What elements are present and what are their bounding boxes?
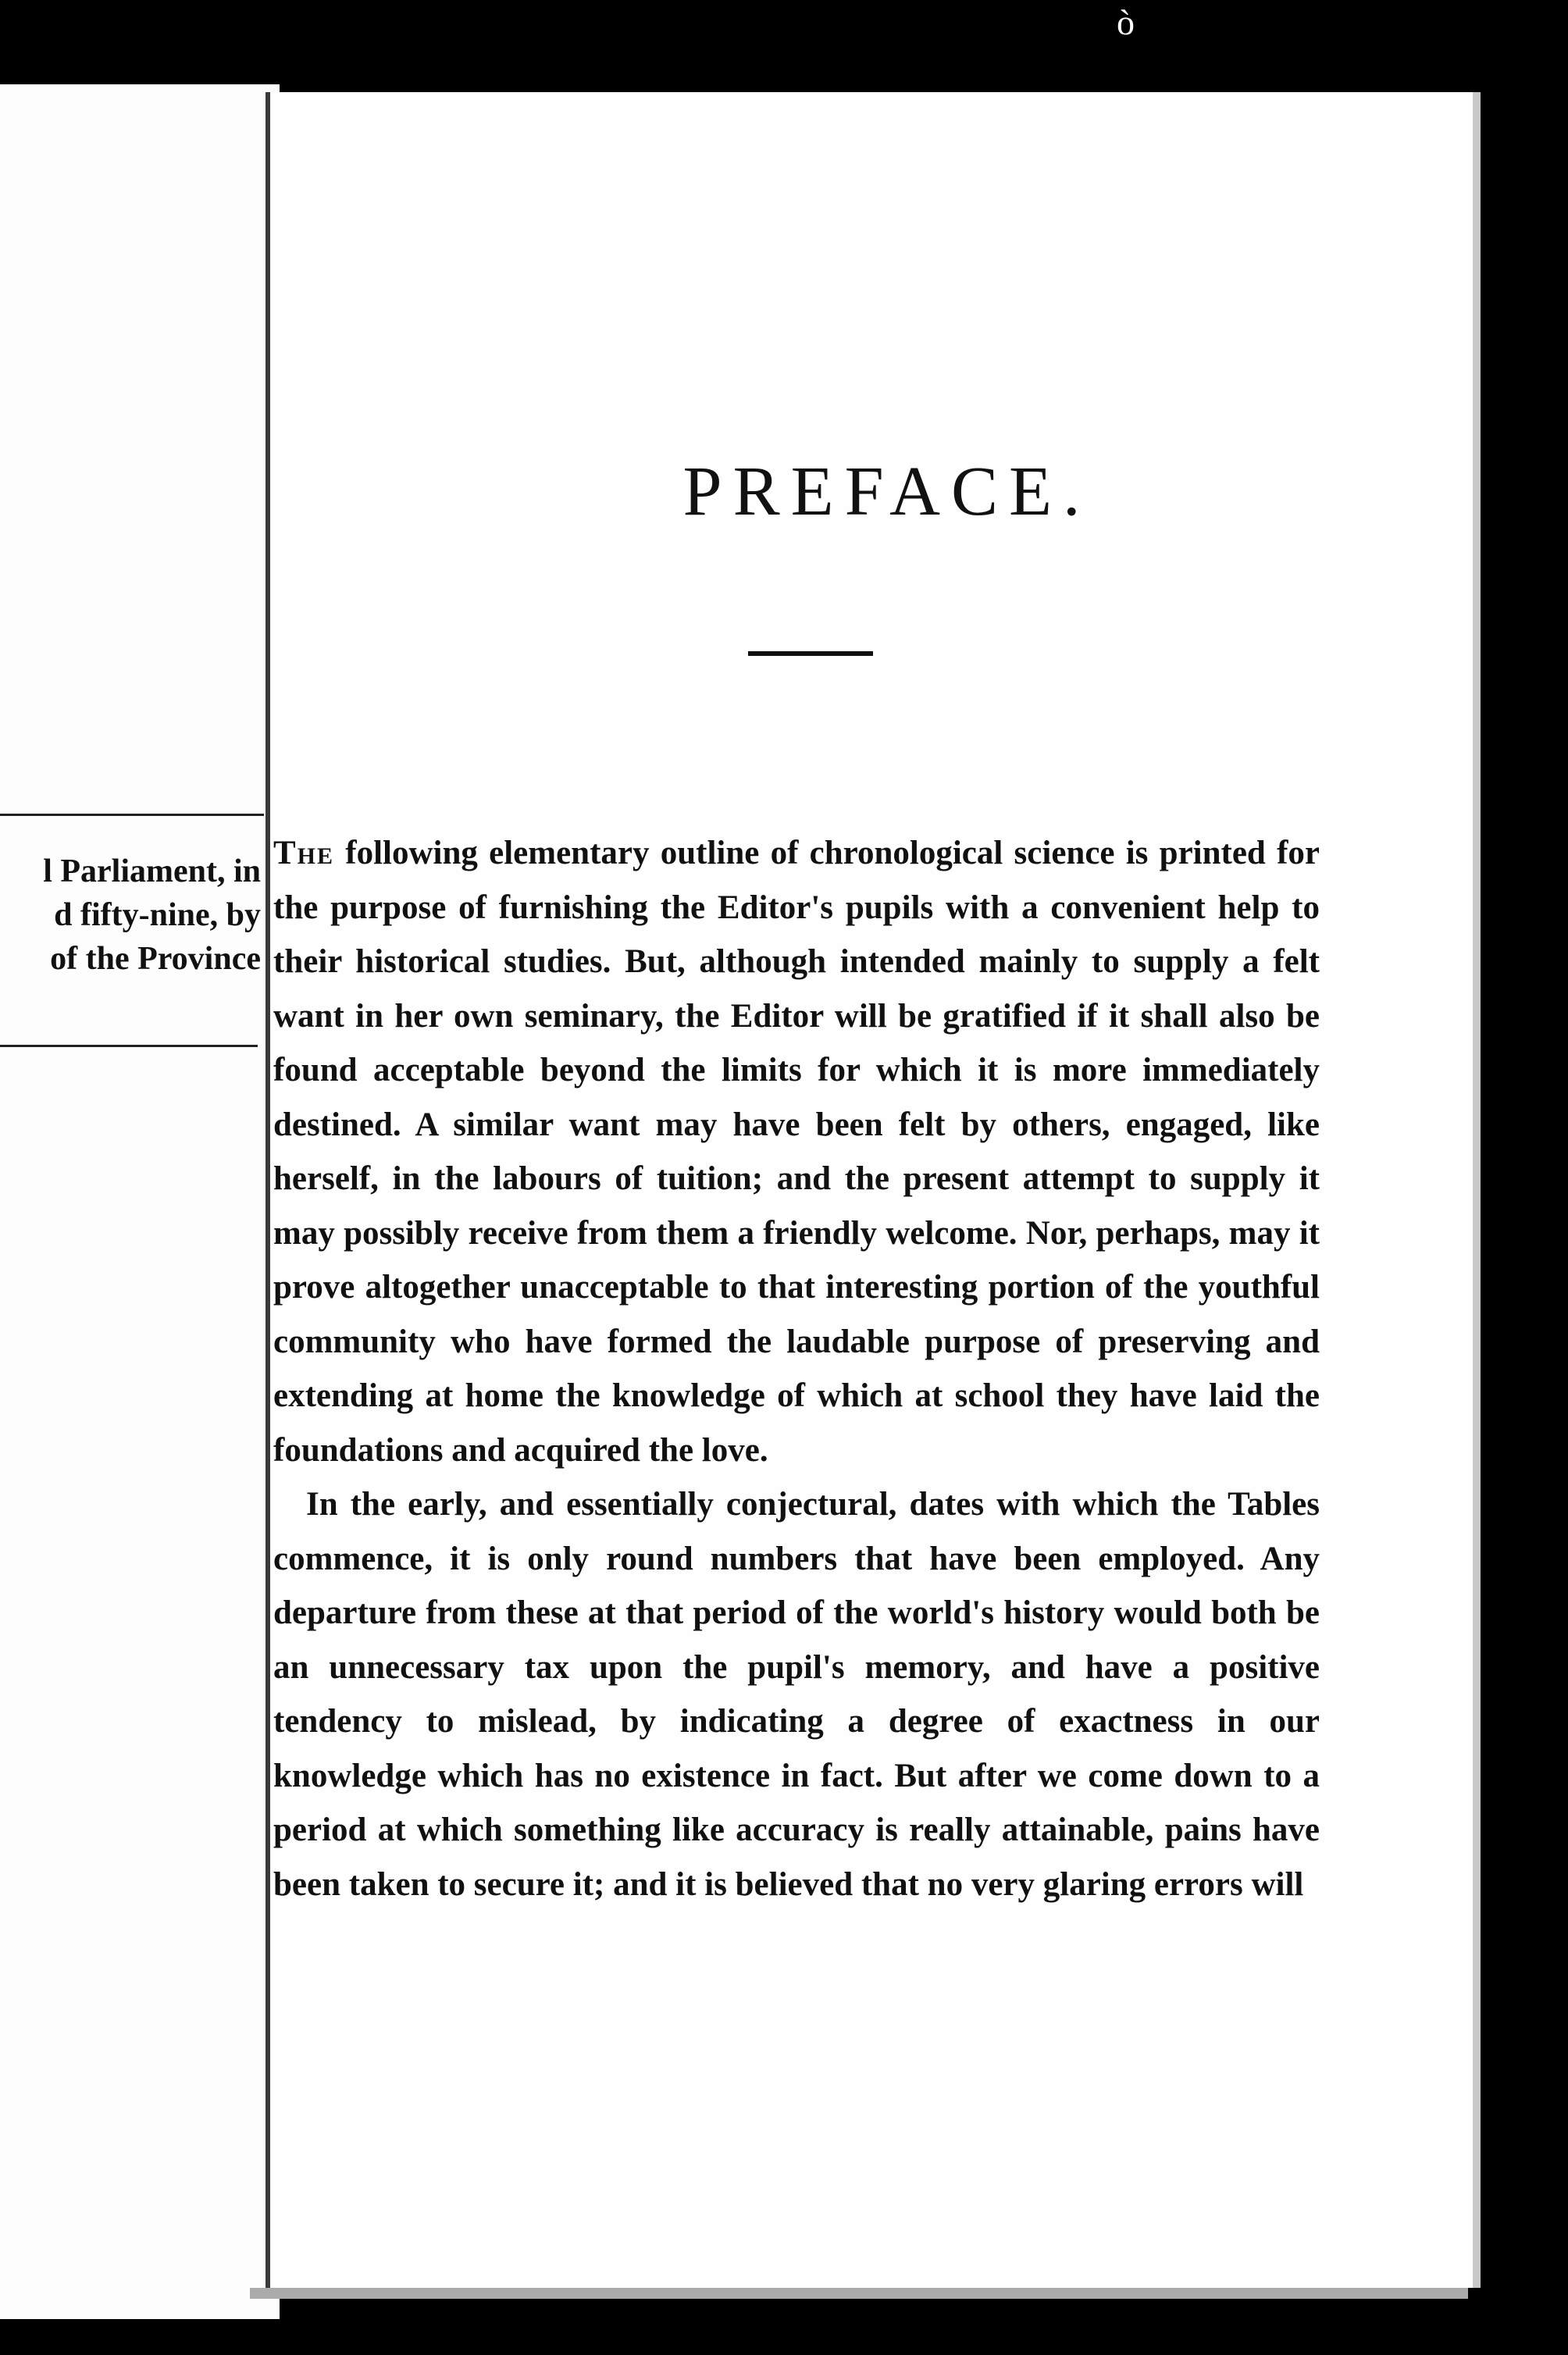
left-page-line-1: l Parliament, in bbox=[43, 853, 261, 889]
title-divider bbox=[748, 651, 873, 656]
paragraph-2: In the early, and essentially conjectural, dates with which the Tables commence, it is only round numbers that have been employed. Any departure from these at that period of the world's history would both be an unnecessary tax upon the pupil's memory, and have a positive tendency to mislead, by indicating a degree of exactness in our knowledge which has no existence in fact. But after we come down to a period at which something like accuracy is really attainable, pains have been taken to secure it; and it is believed that no very glaring errors will bbox=[273, 1486, 1320, 1903]
left-page-line-2: d fifty-nine, by bbox=[54, 897, 261, 933]
preface-body bbox=[270, 826, 1320, 1911]
corner-mark: ò bbox=[1117, 2, 1135, 42]
left-page-fragment bbox=[0, 84, 280, 2319]
page-bottom-edge bbox=[250, 2288, 1468, 2299]
paragraph-1 bbox=[273, 826, 1320, 1477]
left-page-line-3: of the Province bbox=[50, 941, 261, 977]
left-page-text bbox=[43, 850, 261, 981]
paragraph-1-lead: The bbox=[273, 835, 335, 871]
left-page-top-rule bbox=[0, 814, 264, 816]
left-page-bottom-rule bbox=[0, 1045, 258, 1047]
page-title: PREFACE. bbox=[682, 453, 1092, 530]
preface-page bbox=[265, 92, 1481, 2288]
paragraph-1-text: following elementary outline of chronological science is printed for the purpose of furnishing the Editor's pupils with a convenient help to their historical studies. But, although intended mainly to supply a felt want in her own seminary, the Editor will be gratified if it shall also be found acceptable beyond the limits for which it is more immediately destined. A similar want may have been felt by others, engaged, like herself, in the labours of tuition; and the present attempt to supply it may possibly receive from them a friendly welcome. Nor, perhaps, may it prove altogether unacceptable to that interesting portion of the youthful community who have formed the laudable purpose of preserving and extending at home the knowledge of which at school they have laid the foundations and acquired the love. bbox=[273, 835, 1320, 1469]
